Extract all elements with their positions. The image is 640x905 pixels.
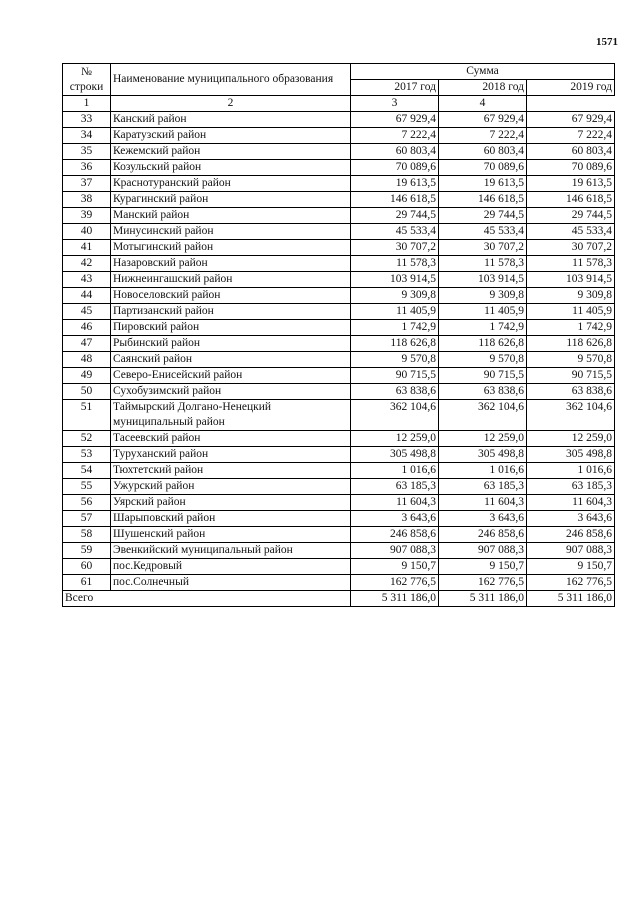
row-number: 57	[63, 511, 111, 527]
column-index-row	[63, 96, 615, 112]
sum-2017: 1 016,6	[351, 463, 439, 479]
table-row	[63, 431, 615, 447]
sum-2017: 19 613,5	[351, 176, 439, 192]
sum-2018: 19 613,5	[439, 176, 527, 192]
municipality-name: Партизанский район	[111, 304, 351, 320]
sum-2019: 11 578,3	[527, 256, 615, 272]
sum-2018: 9 570,8	[439, 352, 527, 368]
municipality-name: Сухобузимский район	[111, 384, 351, 400]
table-row	[63, 463, 615, 479]
sum-2018: 60 803,4	[439, 144, 527, 160]
table-row	[63, 495, 615, 511]
table-row	[63, 352, 615, 368]
sum-2019: 362 104,6	[527, 400, 615, 431]
sum-2019: 9 570,8	[527, 352, 615, 368]
sum-2018: 118 626,8	[439, 336, 527, 352]
sum-2019: 30 707,2	[527, 240, 615, 256]
sum-2017: 63 838,6	[351, 384, 439, 400]
column-index: 1	[63, 96, 111, 112]
page-number: 1571	[596, 36, 618, 48]
sum-2018: 1 742,9	[439, 320, 527, 336]
sum-2018: 11 604,3	[439, 495, 527, 511]
table-row	[63, 208, 615, 224]
sum-2017: 3 643,6	[351, 511, 439, 527]
sum-2017: 12 259,0	[351, 431, 439, 447]
table-row	[63, 128, 615, 144]
sum-2018: 63 185,3	[439, 479, 527, 495]
sum-2017: 45 533,4	[351, 224, 439, 240]
sum-2017: 362 104,6	[351, 400, 439, 431]
row-number: 34	[63, 128, 111, 144]
table-row	[63, 240, 615, 256]
sum-2017: 60 803,4	[351, 144, 439, 160]
sum-2017: 7 222,4	[351, 128, 439, 144]
sum-2018: 90 715,5	[439, 368, 527, 384]
table-row	[63, 224, 615, 240]
table-row	[63, 384, 615, 400]
sum-2018: 103 914,5	[439, 272, 527, 288]
sum-2019: 1 016,6	[527, 463, 615, 479]
row-number-header: № строки	[63, 64, 111, 96]
year-header-2018: 2018 год	[439, 80, 527, 96]
sum-2017: 11 578,3	[351, 256, 439, 272]
table-row	[63, 176, 615, 192]
sum-2019: 63 838,6	[527, 384, 615, 400]
sum-2017: 9 150,7	[351, 559, 439, 575]
sum-header: Сумма	[351, 64, 615, 80]
sum-2017: 11 405,9	[351, 304, 439, 320]
sum-2019: 90 715,5	[527, 368, 615, 384]
sum-2019: 118 626,8	[527, 336, 615, 352]
table-row	[63, 575, 615, 591]
sum-2017: 90 715,5	[351, 368, 439, 384]
sum-2019: 907 088,3	[527, 543, 615, 559]
sum-2018: 7 222,4	[439, 128, 527, 144]
municipality-name: Канский район	[111, 112, 351, 128]
row-number: 50	[63, 384, 111, 400]
municipality-name: Саянский район	[111, 352, 351, 368]
municipality-name: Каратузский район	[111, 128, 351, 144]
row-number: 47	[63, 336, 111, 352]
row-number: 48	[63, 352, 111, 368]
sum-2018: 30 707,2	[439, 240, 527, 256]
sum-2019: 63 185,3	[527, 479, 615, 495]
municipality-name: Новоселовский район	[111, 288, 351, 304]
sum-2017: 246 858,6	[351, 527, 439, 543]
municipality-name: Курагинский район	[111, 192, 351, 208]
budget-table	[62, 63, 615, 607]
row-number: 39	[63, 208, 111, 224]
table-body	[63, 112, 615, 591]
year-header-2017: 2017 год	[351, 80, 439, 96]
sum-2019: 246 858,6	[527, 527, 615, 543]
sum-2018: 9 309,8	[439, 288, 527, 304]
municipality-name: Эвенкийский муниципальный район	[111, 543, 351, 559]
table-row	[63, 320, 615, 336]
municipality-name: Таймырский Долгано-Ненецкий муниципальный район	[111, 400, 351, 431]
sum-2017: 146 618,5	[351, 192, 439, 208]
sum-2019: 9 309,8	[527, 288, 615, 304]
municipality-name: Тюхтетский район	[111, 463, 351, 479]
row-number: 35	[63, 144, 111, 160]
sum-2017: 9 309,8	[351, 288, 439, 304]
sum-2019: 67 929,4	[527, 112, 615, 128]
table-row	[63, 304, 615, 320]
name-header: Наименование муниципального образования	[111, 64, 351, 96]
table-row	[63, 559, 615, 575]
sum-2018: 246 858,6	[439, 527, 527, 543]
sum-2018: 11 405,9	[439, 304, 527, 320]
municipality-name: Ужурский район	[111, 479, 351, 495]
sum-2018: 9 150,7	[439, 559, 527, 575]
row-number: 54	[63, 463, 111, 479]
row-number: 53	[63, 447, 111, 463]
sum-2017: 29 744,5	[351, 208, 439, 224]
sum-2018: 162 776,5	[439, 575, 527, 591]
municipality-name: Манский район	[111, 208, 351, 224]
municipality-name: Туруханский район	[111, 447, 351, 463]
row-number: 52	[63, 431, 111, 447]
sum-2019: 305 498,8	[527, 447, 615, 463]
sum-2019: 45 533,4	[527, 224, 615, 240]
table-row	[63, 368, 615, 384]
sum-2017: 70 089,6	[351, 160, 439, 176]
row-number: 61	[63, 575, 111, 591]
sum-2017: 162 776,5	[351, 575, 439, 591]
municipality-name: Пировский район	[111, 320, 351, 336]
municipality-name: Кежемский район	[111, 144, 351, 160]
sum-2019: 29 744,5	[527, 208, 615, 224]
year-header-2019: 2019 год	[527, 80, 615, 96]
sum-2019: 3 643,6	[527, 511, 615, 527]
total-2017: 5 311 186,0	[351, 591, 439, 607]
table-row	[63, 256, 615, 272]
municipality-name: Нижнеингашский район	[111, 272, 351, 288]
sum-2019: 19 613,5	[527, 176, 615, 192]
municipality-name: Шарыповский район	[111, 511, 351, 527]
sum-2018: 1 016,6	[439, 463, 527, 479]
row-number: 33	[63, 112, 111, 128]
municipality-name: Минусинский район	[111, 224, 351, 240]
total-2019: 5 311 186,0	[527, 591, 615, 607]
sum-2019: 70 089,6	[527, 160, 615, 176]
municipality-name: пос.Кедровый	[111, 559, 351, 575]
total-label: Всего	[63, 591, 351, 607]
municipality-name: пос.Солнечный	[111, 575, 351, 591]
sum-2019: 11 604,3	[527, 495, 615, 511]
row-number: 41	[63, 240, 111, 256]
sum-2017: 9 570,8	[351, 352, 439, 368]
municipality-name: Северо-Енисейский район	[111, 368, 351, 384]
sum-2017: 907 088,3	[351, 543, 439, 559]
sum-2018: 29 744,5	[439, 208, 527, 224]
row-number: 43	[63, 272, 111, 288]
sum-2019: 7 222,4	[527, 128, 615, 144]
column-index: 2	[111, 96, 351, 112]
row-number: 36	[63, 160, 111, 176]
sum-2017: 30 707,2	[351, 240, 439, 256]
sum-2019: 162 776,5	[527, 575, 615, 591]
sum-2019: 9 150,7	[527, 559, 615, 575]
municipality-name: Назаровский район	[111, 256, 351, 272]
municipality-name: Шушенский район	[111, 527, 351, 543]
row-number: 55	[63, 479, 111, 495]
sum-2018: 305 498,8	[439, 447, 527, 463]
table-row	[63, 144, 615, 160]
sum-2018: 63 838,6	[439, 384, 527, 400]
table-row	[63, 112, 615, 128]
table-row	[63, 543, 615, 559]
table-row	[63, 479, 615, 495]
row-number: 49	[63, 368, 111, 384]
sum-2019: 60 803,4	[527, 144, 615, 160]
sum-2018: 3 643,6	[439, 511, 527, 527]
sum-2017: 67 929,4	[351, 112, 439, 128]
table-row	[63, 336, 615, 352]
table-row	[63, 527, 615, 543]
row-number: 44	[63, 288, 111, 304]
table-row	[63, 272, 615, 288]
municipality-name: Тасеевский район	[111, 431, 351, 447]
sum-2019: 103 914,5	[527, 272, 615, 288]
total-2018: 5 311 186,0	[439, 591, 527, 607]
column-index: 3	[351, 96, 439, 112]
row-number: 38	[63, 192, 111, 208]
sum-2018: 11 578,3	[439, 256, 527, 272]
sum-2017: 305 498,8	[351, 447, 439, 463]
total-row	[63, 591, 615, 607]
sum-2019: 12 259,0	[527, 431, 615, 447]
table-header	[63, 64, 615, 112]
municipality-name: Уярский район	[111, 495, 351, 511]
sum-2017: 103 914,5	[351, 272, 439, 288]
sum-2019: 11 405,9	[527, 304, 615, 320]
sum-2018: 70 089,6	[439, 160, 527, 176]
table-row	[63, 447, 615, 463]
sum-2017: 118 626,8	[351, 336, 439, 352]
municipality-name: Козульский район	[111, 160, 351, 176]
sum-2018: 45 533,4	[439, 224, 527, 240]
row-number: 56	[63, 495, 111, 511]
row-number: 45	[63, 304, 111, 320]
table-row	[63, 511, 615, 527]
row-number: 51	[63, 400, 111, 431]
sum-2018: 362 104,6	[439, 400, 527, 431]
municipality-name: Рыбинский район	[111, 336, 351, 352]
column-index: 4	[439, 96, 527, 112]
sum-2018: 67 929,4	[439, 112, 527, 128]
table-row	[63, 192, 615, 208]
municipality-name: Краснотуранский район	[111, 176, 351, 192]
sum-2019: 1 742,9	[527, 320, 615, 336]
sum-2018: 12 259,0	[439, 431, 527, 447]
row-number: 37	[63, 176, 111, 192]
sum-2018: 907 088,3	[439, 543, 527, 559]
row-number: 59	[63, 543, 111, 559]
row-number: 40	[63, 224, 111, 240]
municipality-name: Мотыгинский район	[111, 240, 351, 256]
row-number: 60	[63, 559, 111, 575]
sum-2017: 11 604,3	[351, 495, 439, 511]
table-row	[63, 160, 615, 176]
row-number: 58	[63, 527, 111, 543]
sum-2019: 146 618,5	[527, 192, 615, 208]
table-row	[63, 400, 615, 431]
sum-2017: 1 742,9	[351, 320, 439, 336]
row-number: 42	[63, 256, 111, 272]
sum-2018: 146 618,5	[439, 192, 527, 208]
row-number: 46	[63, 320, 111, 336]
table-row	[63, 288, 615, 304]
sum-2017: 63 185,3	[351, 479, 439, 495]
